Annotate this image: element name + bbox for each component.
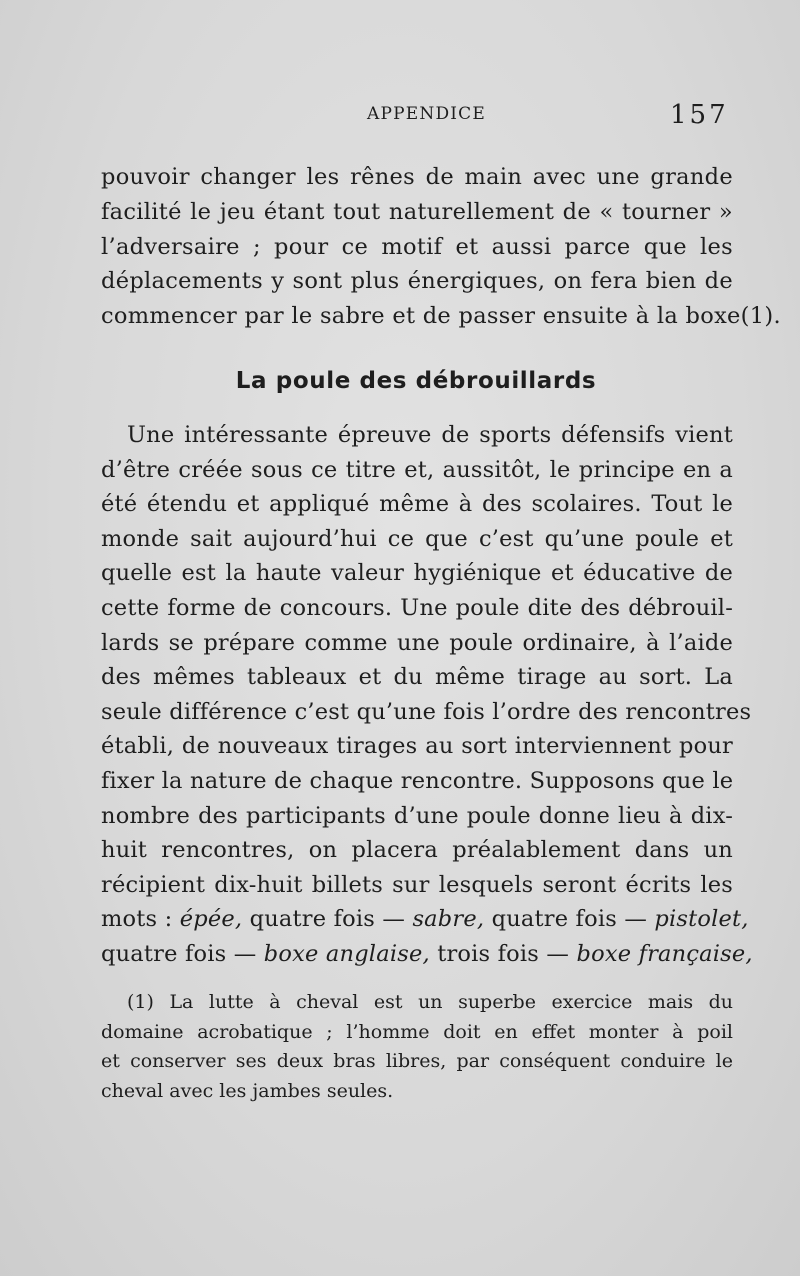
text-line: nombre des participants d’une poule donne lieu à dix- xyxy=(101,802,733,829)
text-line: cette forme de concours. Une poule dite des débrouil- xyxy=(101,594,733,621)
text-line: facilité le jeu étant tout naturellement de « tourner » xyxy=(101,198,733,225)
text-run: mots : xyxy=(101,906,180,933)
text-run: quatre fois — xyxy=(484,906,655,933)
italic-run: pistolet, xyxy=(654,906,749,933)
paragraph-continuation xyxy=(101,160,781,334)
section-heading: La poule des débrouillards xyxy=(235,368,597,394)
paragraph-main xyxy=(101,418,753,972)
page-number: 157 xyxy=(670,100,729,130)
footnote-line: cheval avec les jambes seules. xyxy=(101,1079,394,1102)
text-line: quelle est la haute valeur hygiénique et éducative de xyxy=(101,560,733,587)
text-line: Une intéressante épreuve de sports défensifs vient xyxy=(127,422,733,448)
text-line: lards se prépare comme une poule ordinaire, à l’aide xyxy=(101,629,733,656)
running-head xyxy=(0,100,800,134)
text-run: quatre fois — xyxy=(101,940,264,967)
italic-run: sabre, xyxy=(412,906,485,933)
footnote-line: et conserver ses deux bras libres, par conséquent conduire le xyxy=(101,1050,733,1072)
italic-run: épée, xyxy=(179,906,243,933)
footnote xyxy=(101,988,733,1106)
text-line: huit rencontres, on placera préalablement dans un xyxy=(101,837,733,864)
text-line: récipient dix-huit billets sur lesquels seront écrits les xyxy=(101,871,733,898)
text-run: trois fois — xyxy=(429,940,577,967)
footnote-line: (1) La lutte à cheval est un superbe exercice mais du xyxy=(127,991,733,1013)
text-line: établi, de nouveaux tirages au sort interviennent pour xyxy=(101,733,733,760)
text-line: commencer par le sabre et de passer ensuite à la boxe(1). xyxy=(101,303,781,330)
text-line: fixer la nature de chaque rencontre. Supposons que le xyxy=(101,767,734,794)
running-title: APPENDICE xyxy=(367,104,487,124)
italic-run: boxe française, xyxy=(576,940,753,967)
text-line: d’être créée sous ce titre et, aussitôt, le principe en a xyxy=(101,456,733,483)
text-run: quatre fois — xyxy=(242,906,413,933)
text-line: déplacements y sont plus énergiques, on fera bien de xyxy=(101,268,733,295)
text-line: monde sait aujourd’hui ce que c’est qu’une poule et xyxy=(101,525,733,552)
text-line: des mêmes tableaux et du même tirage au sort. La xyxy=(101,664,733,691)
text-line: seule différence c’est qu’une fois l’ordre des rencontres xyxy=(101,698,752,725)
italic-run: boxe anglaise, xyxy=(263,940,430,967)
text-line: pouvoir changer les rênes de main avec une grande xyxy=(101,164,733,190)
text-line: été étendu et appliqué même à des scolaires. Tout le xyxy=(101,491,733,518)
text-line-mixed xyxy=(101,937,753,972)
footnote-line: domaine acrobatique ; l’homme doit en effet monter à poil xyxy=(101,1020,733,1043)
text-line-mixed xyxy=(101,902,749,937)
text-line: l’adversaire ; pour ce motif et aussi parce que les xyxy=(101,233,733,260)
